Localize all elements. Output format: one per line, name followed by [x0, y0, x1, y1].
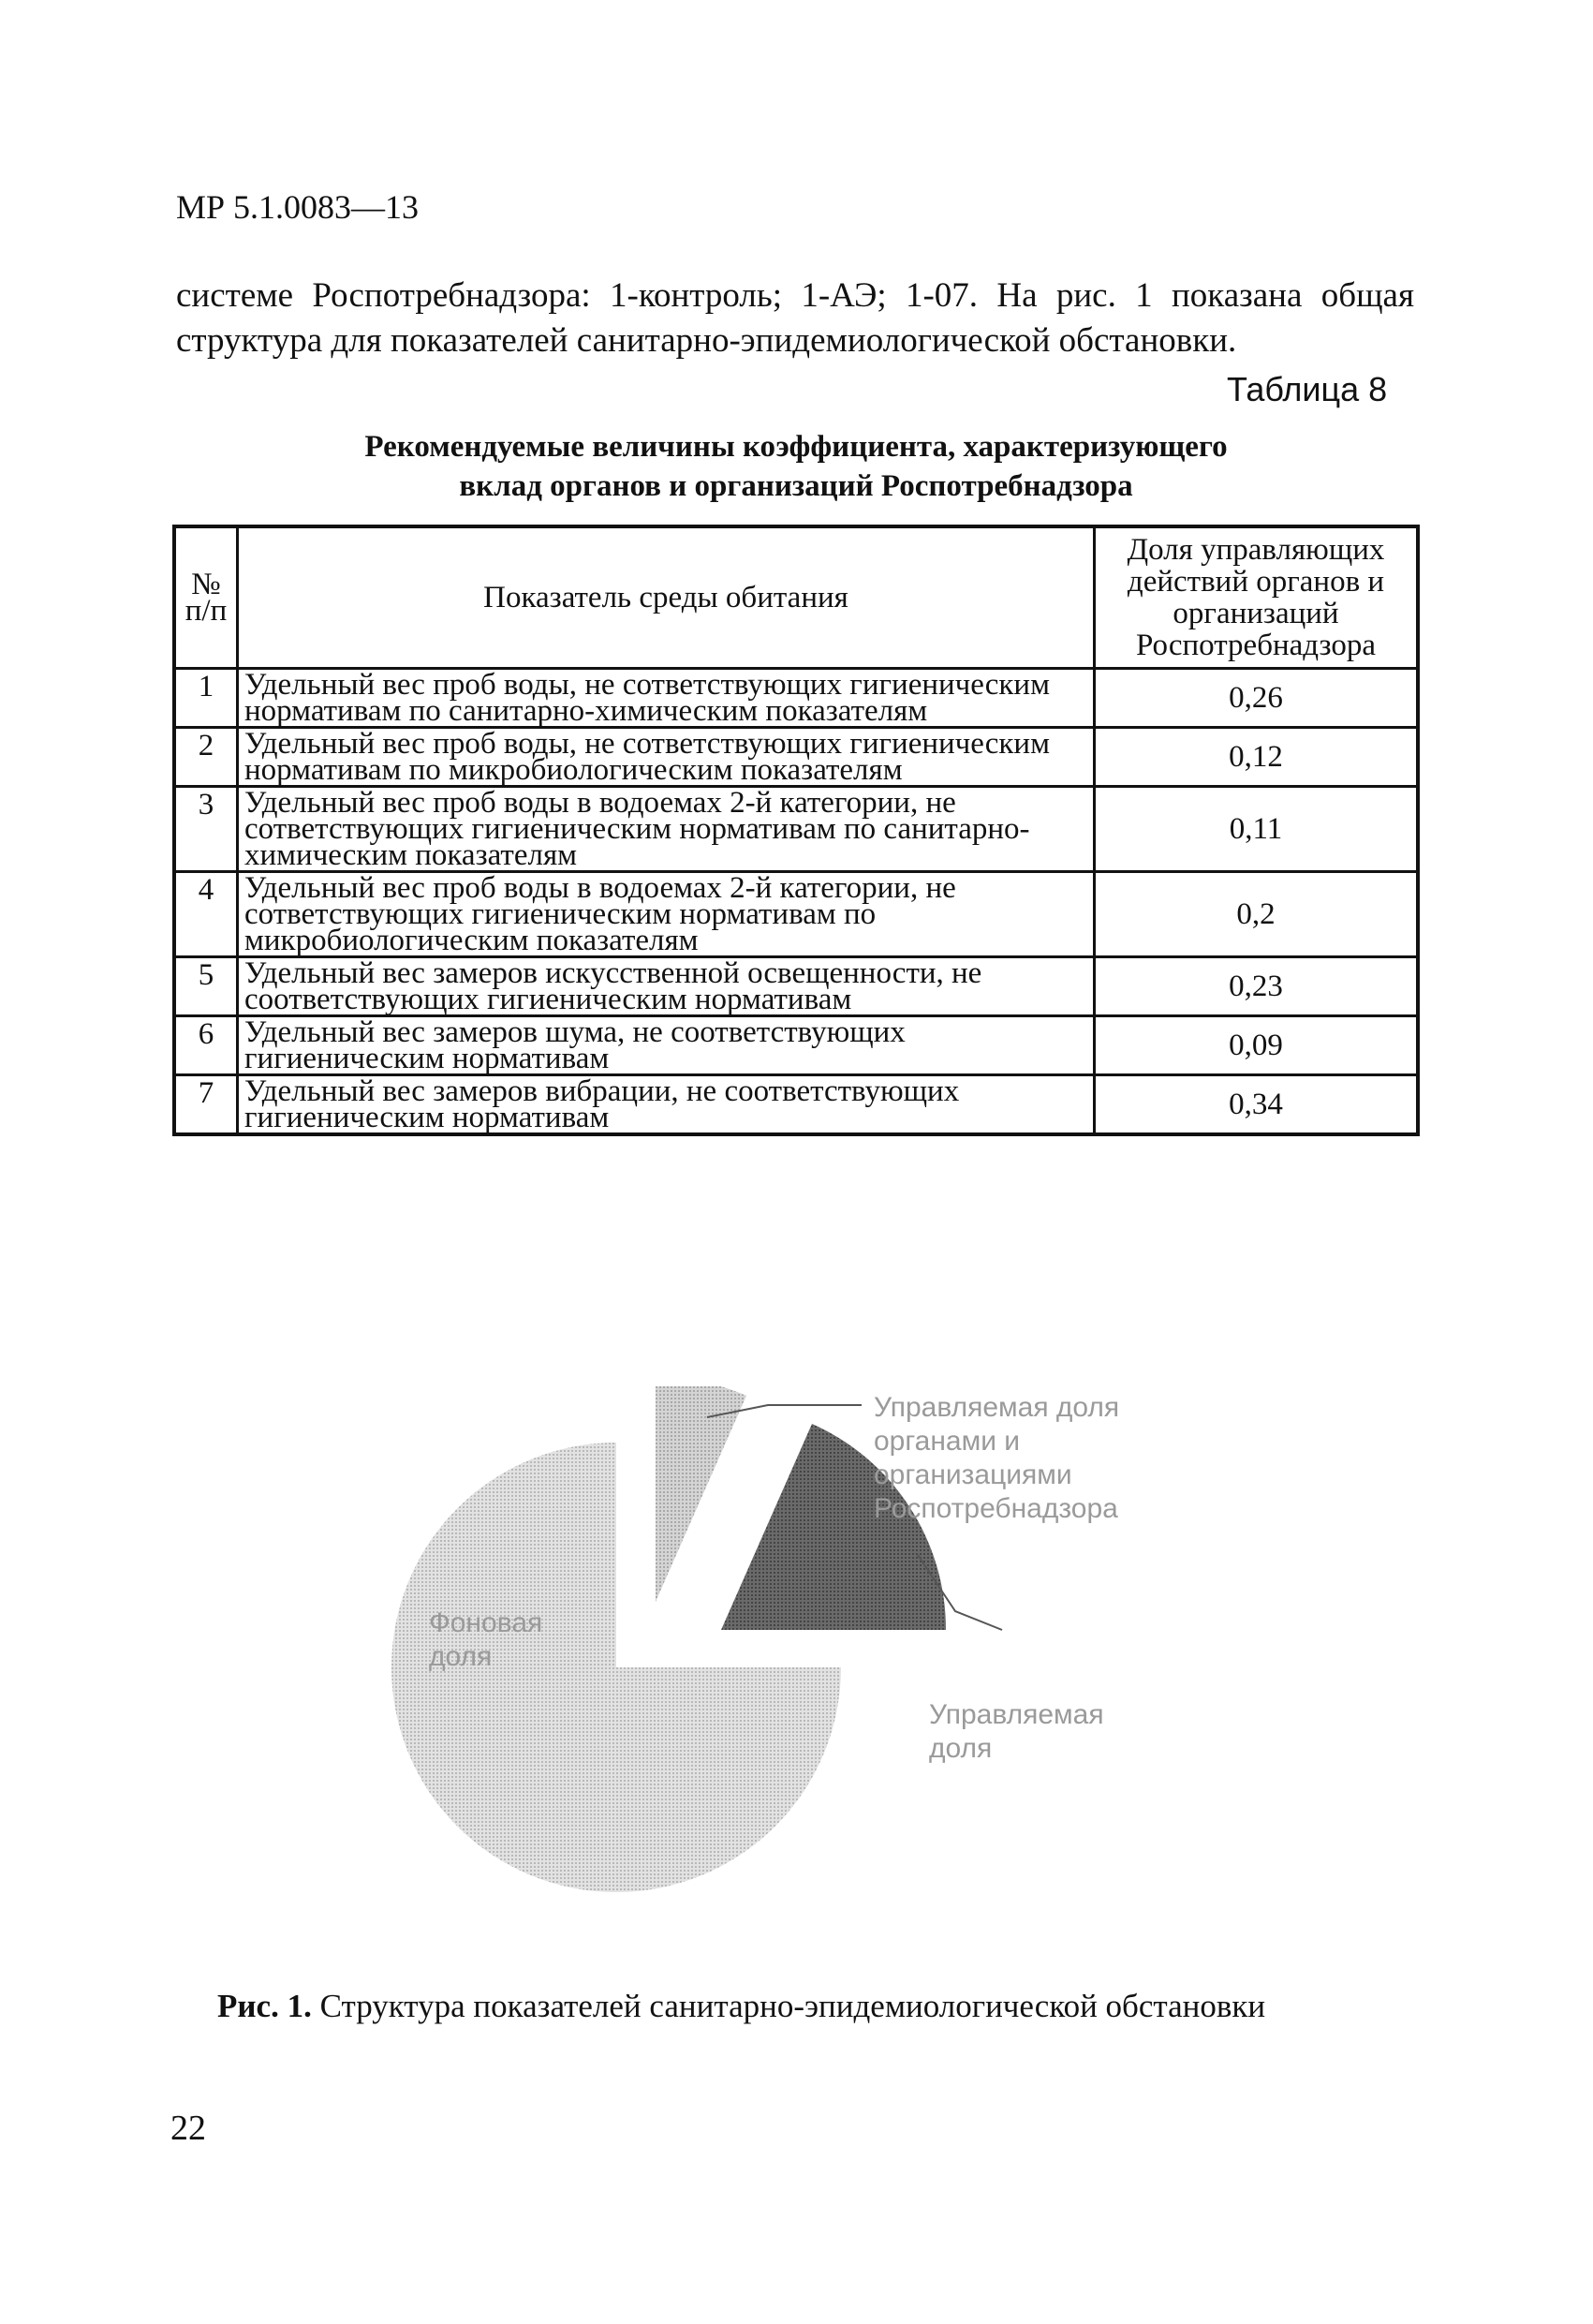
table-row — [174, 669, 1418, 728]
table-title-line-1: Рекомендуемые величины коэффициента, характеризующего — [364, 430, 1228, 464]
header-indicator: Показатель среды обитания — [238, 526, 1095, 669]
table-row — [174, 1075, 1418, 1135]
figure-caption-text: Структура показателей санитарно-эпидемиологической обстановки — [311, 1988, 1266, 2024]
row-num: 6 — [174, 1016, 238, 1075]
table-row — [174, 957, 1418, 1016]
header-share: Доля управляющих действий органов и организаций Роспотребнадзора — [1095, 526, 1419, 669]
document-header: МР 5.1.0083—13 — [176, 188, 420, 226]
row-indicator: Удельный вес замеров шума, не соответствующих гигиеническим нормативам — [238, 1016, 1095, 1075]
row-value: 0,26 — [1095, 669, 1419, 728]
page-number: 22 — [170, 2109, 206, 2148]
row-num: 4 — [174, 872, 238, 957]
figure-caption-prefix: Рис. 1. — [217, 1988, 312, 2024]
row-value: 0,09 — [1095, 1016, 1419, 1075]
row-indicator: Удельный вес проб воды, не сответствующих гигиеническим нормативам по микробиологическим показателям — [238, 728, 1095, 787]
coefficients-table — [172, 525, 1420, 1136]
row-indicator: Удельный вес проб воды, не сответствующих гигиеническим нормативам по санитарно-химическим показателям — [238, 669, 1095, 728]
row-num: 3 — [174, 787, 238, 872]
label-managed-by-org-line3: организациями — [874, 1459, 1072, 1490]
label-managed-line2: доля — [929, 1733, 993, 1764]
row-value: 0,23 — [1095, 957, 1419, 1016]
label-managed-by-org — [874, 1392, 1128, 1524]
table-title-line-2: вклад органов и организаций Роспотребнадзора — [459, 469, 1133, 503]
table-caption: Таблица 8 — [1227, 370, 1388, 408]
label-background-line2: доля — [429, 1641, 493, 1672]
label-background-line1: Фоновая — [429, 1607, 543, 1638]
label-managed-by-org-line1: Управляемая доля — [874, 1392, 1120, 1423]
table-row — [174, 728, 1418, 787]
label-managed-line1: Управляемая — [929, 1699, 1104, 1730]
row-value: 0,34 — [1095, 1075, 1419, 1135]
structure-pie-diagram — [356, 1386, 1199, 1948]
row-indicator: Удельный вес проб воды в водоемах 2-й категории, не сответствующих гигиеническим нормативам по микробиологическим показателям — [238, 872, 1095, 957]
row-indicator: Удельный вес замеров вибрации, не соответствующих гигиеническим нормативам — [238, 1075, 1095, 1135]
row-value: 0,11 — [1095, 787, 1419, 872]
label-managed-by-org-line4: Роспотребнадзора — [874, 1493, 1118, 1524]
header-num: № п/п — [174, 526, 238, 669]
label-managed — [929, 1699, 1112, 1764]
row-value: 0,12 — [1095, 728, 1419, 787]
table-row — [174, 787, 1418, 872]
row-num: 5 — [174, 957, 238, 1016]
pie-slice-managed-by-org — [656, 1386, 746, 1602]
row-indicator: Удельный вес проб воды в водоемах 2-й категории, не сответствующих гигиеническим нормативам по санитарно-химическим показателям — [238, 787, 1095, 872]
table-row — [174, 872, 1418, 957]
row-indicator: Удельный вес замеров искусственной освещенности, не соответствующих гигиеническим нормативам — [238, 957, 1095, 1016]
label-managed-by-org-line2: органами и — [874, 1426, 1021, 1457]
row-num: 2 — [174, 728, 238, 787]
row-num: 1 — [174, 669, 238, 728]
table-header-row — [174, 526, 1418, 669]
table-row — [174, 1016, 1418, 1075]
row-num: 7 — [174, 1075, 238, 1135]
intro-paragraph: системе Роспотребнадзора: 1-контроль; 1-АЭ; 1-07. На рис. 1 показана общая структура для показателей санитарно-эпидемиологической обстановки. — [176, 276, 1414, 360]
row-value: 0,2 — [1095, 872, 1419, 957]
figure-caption — [217, 1988, 1265, 2025]
table-title — [187, 427, 1405, 506]
